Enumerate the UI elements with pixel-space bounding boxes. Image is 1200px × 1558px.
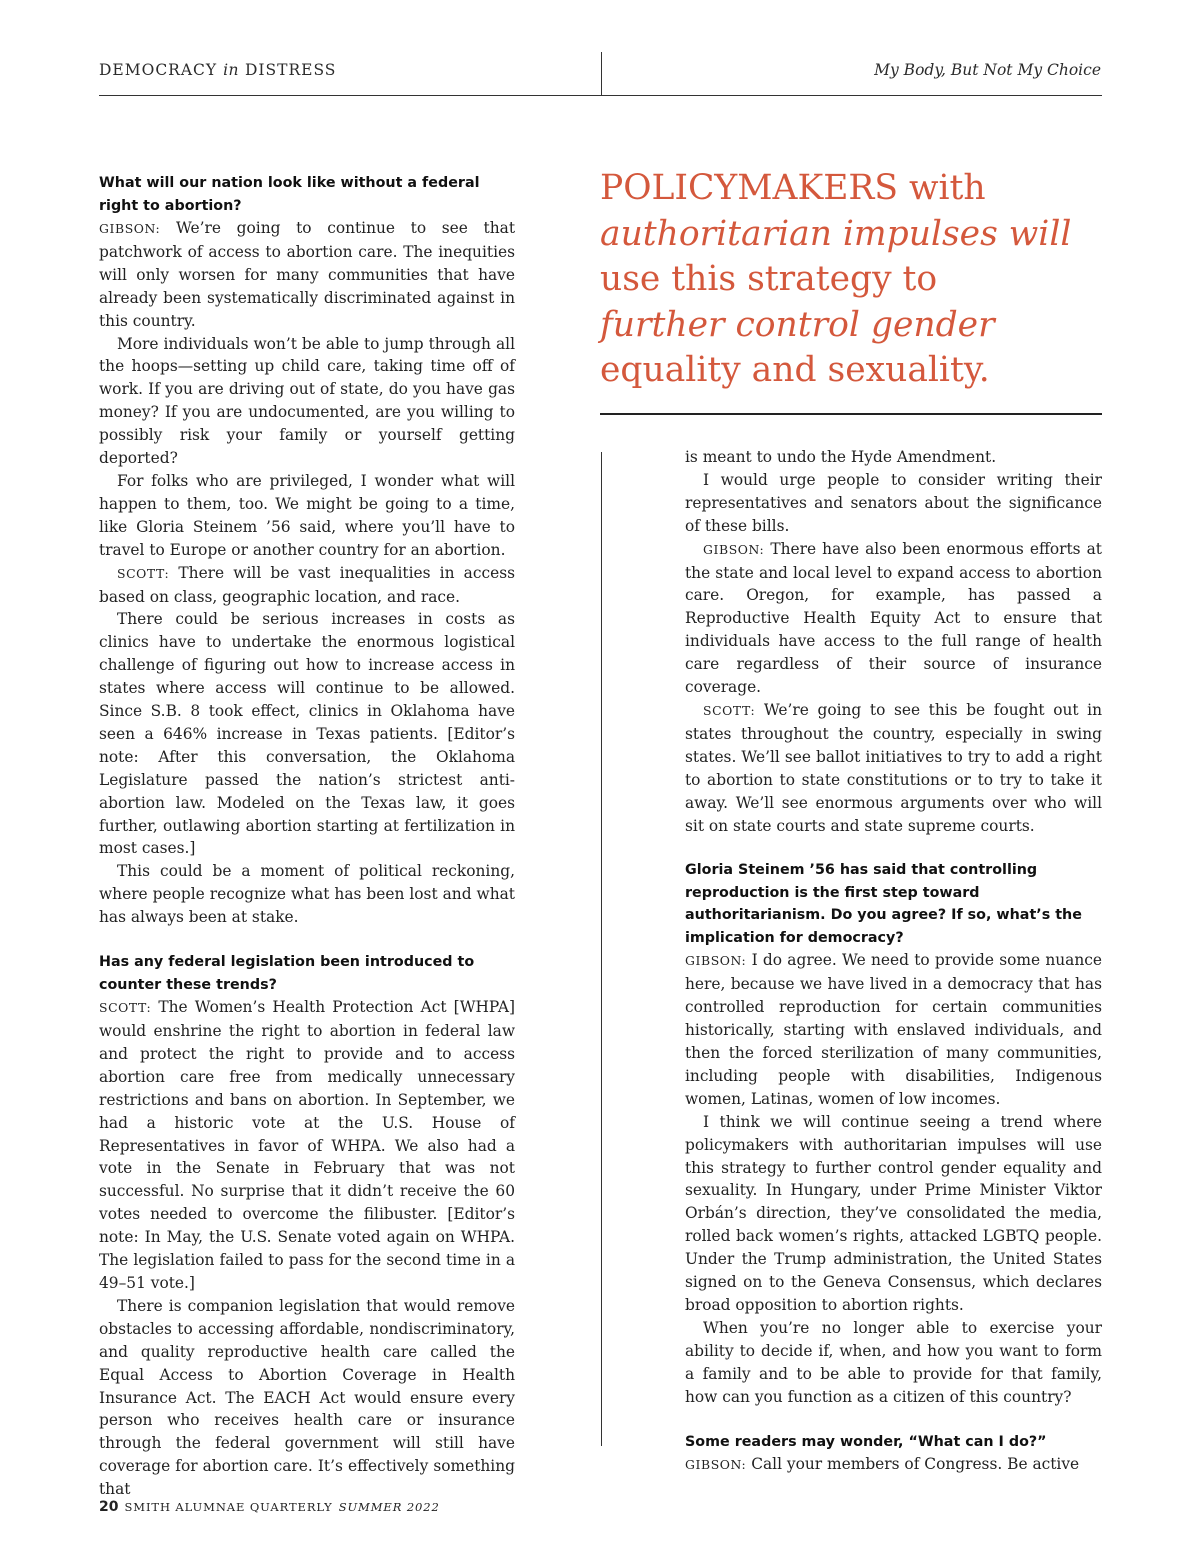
- pull-quote-line: [600, 166, 1080, 212]
- page-number: 20: [99, 1499, 119, 1515]
- pull-quote-rule: [600, 413, 1102, 415]
- answer-text: Call your members of Congress. Be active: [746, 1455, 1080, 1474]
- answer-text: I do agree. We need to provide some nuance here, because we have lived in a democracy that has controlled reproduction for certain communities historically, starting with enslaved individuals, and then the forced sterilization of many communities, including people with disabilities, Indigenous women, Latinas, women of low incomes.: [685, 951, 1102, 1108]
- answer-paragraph: is meant to undo the Hyde Amendment.: [685, 448, 997, 466]
- speaker-label: GIBSON:: [703, 541, 765, 557]
- question-heading: Has any federal legislation been introduced to counter these trends?: [99, 954, 475, 993]
- speaker-label: GIBSON:: [685, 953, 747, 969]
- page-footer: [99, 1499, 440, 1515]
- section-label: [99, 61, 336, 79]
- answer-paragraph: For folks who are privileged, I wonder what will happen to them, too. We might be going to a time, like Gloria Steinem ’56 said, where you’ll have to travel to Europe or another country for an abortion.: [99, 471, 515, 559]
- answer-text: There have also been enormous efforts at the state and local level to expand access to abortion care. Oregon, for example, has passed a Reproductive Health Equity Act to ensure that individuals have access to the full range of health care regardless of their source of insurance coverage.: [685, 539, 1102, 697]
- answer-paragraph: More individuals won’t be able to jump through all the hoops—setting up child care, taking time off of work. If you are driving out of state, do you have gas money? If you are undocumented, are you willing to possibly risk your family or yourself getting deported?: [99, 334, 515, 468]
- answer-paragraph: [99, 217, 515, 333]
- answer-paragraph: [99, 562, 515, 609]
- answer-paragraph: I think we will continue seeing a trend where policymakers with authoritarian impulses will use this strategy to further control gender equality and sexuality. In Hungary, under Prime Minister Viktor Orbán’s direction, they’ve consolidated the media, rolled back women’s rights, attacked LGBTQ people. Under the Trump administration, the United States signed on to the Geneva Consensus, which declares broad opposition to abortion rights.: [685, 1112, 1102, 1314]
- section-label-part3: DISTRESS: [244, 61, 337, 79]
- answer-paragraph: [685, 699, 1102, 837]
- speaker-label: SCOTT:: [99, 1000, 152, 1016]
- answer-text: The Women’s Health Protection Act [WHPA] would enshrine the right to abortion in federal law and protect the right to provide and to access abortion care free from medically unnecessary restrictions and bans on abortion. In September, we had a historic vote at the U.S. House of Representatives in favor of WHPA. We also had a vote in the Senate in February that was not successful. No surprise that it didn’t receive the 60 votes needed to overcome the filibuster. [Editor’s note: In May, the U.S. Senate voted again on WHPA. The legislation failed to pass for the second time in a 49–51 vote.]: [99, 998, 515, 1292]
- answer-paragraph: When you’re no longer able to exercise your ability to decide if, when, and how you want to form a family and to be able to provide for that family, how can you function as a citizen of this country?: [685, 1318, 1102, 1406]
- pull-quote-text: with: [898, 168, 986, 208]
- answer-paragraph: I would urge people to consider writing their representatives and senators about the significance of these bills.: [685, 470, 1102, 535]
- left-column: [99, 172, 515, 1501]
- section-label-part1: DEMOCRACY: [99, 61, 218, 79]
- pull-quote-line: authoritarian impulses will: [600, 213, 1072, 254]
- answer-text: There will be vast inequalities in access based on class, geographic location, and race.: [99, 563, 515, 606]
- answer-paragraph: There could be serious increases in costs as clinics have to undertake the enormous logistical challenge of figuring out how to increase access in states where access will continue to be allowed. Since S.B. 8 took effect, clinics in Oklahoma have seen a 646% increase in Texas patients. [Editor’s note: After this conversation, the Oklahoma Legislature passed the nation’s strictest anti-abortion law. Modeled on the Texas law, it goes further, outlawing abortion starting at fertilization in most cases.]: [99, 610, 515, 858]
- answer-text: We’re going to see this be fought out in states throughout the country, especially in swing states. We’ll see ballot initiatives to try to add a right to abortion to state constitutions or to try to take it away. We’ll see enormous arguments over who will sit on state courts and state supreme courts.: [685, 700, 1102, 835]
- section-label-part2: in: [223, 61, 240, 79]
- answer-paragraph: This could be a moment of political reckoning, where people recognize what has been lost and what has always been at stake.: [99, 862, 515, 927]
- article-title: My Body, But Not My Choice: [874, 61, 1101, 79]
- answer-paragraph: There is companion legislation that would remove obstacles to accessing affordable, nondiscriminatory, and quality reproductive health care called the Equal Access to Abortion Coverage in Health Insurance Act. The EACH Act would ensure every person who receives health care or insurance through the federal government will still have coverage for abortion care. It’s effectively something that: [99, 1296, 515, 1499]
- right-column: [685, 446, 1102, 1477]
- speaker-label: SCOTT:: [117, 565, 170, 581]
- answer-paragraph: [685, 949, 1102, 1110]
- question-heading: Some readers may wonder, “What can I do?”: [685, 1433, 1047, 1450]
- answer-paragraph: [685, 1453, 1102, 1477]
- pull-quote: [600, 166, 1080, 394]
- header-rule: [99, 95, 1102, 96]
- answer-text: We’re going to continue to see that patchwork of access to abortion care. The inequities will only worsen for many communities that have already been systematically discriminated against in this country.: [99, 219, 515, 330]
- header-divider: [601, 52, 602, 96]
- issue-label: SUMMER 2022: [338, 1500, 440, 1514]
- speaker-label: GIBSON:: [685, 1457, 747, 1473]
- question-heading: Gloria Steinem ’56 has said that controlling reproduction is the first step toward authoritarianism. Do you agree? If so, what’s the implication for democracy?: [685, 862, 1082, 946]
- column-divider: [601, 452, 602, 1446]
- speaker-label: GIBSON:: [99, 221, 161, 236]
- pull-quote-line: use this strategy to: [600, 259, 938, 299]
- answer-paragraph: [685, 538, 1102, 699]
- pull-quote-caps: POLICYMAKERS: [600, 168, 899, 208]
- pull-quote-line: equality and sexuality.: [600, 350, 990, 390]
- speaker-label: SCOTT:: [703, 702, 756, 718]
- question-heading: What will our nation look like without a federal right to abortion?: [99, 175, 480, 214]
- answer-paragraph: [99, 996, 515, 1295]
- publication-name: SMITH ALUMNAE QUARTERLY: [124, 1500, 333, 1514]
- pull-quote-line: further control gender: [600, 304, 995, 345]
